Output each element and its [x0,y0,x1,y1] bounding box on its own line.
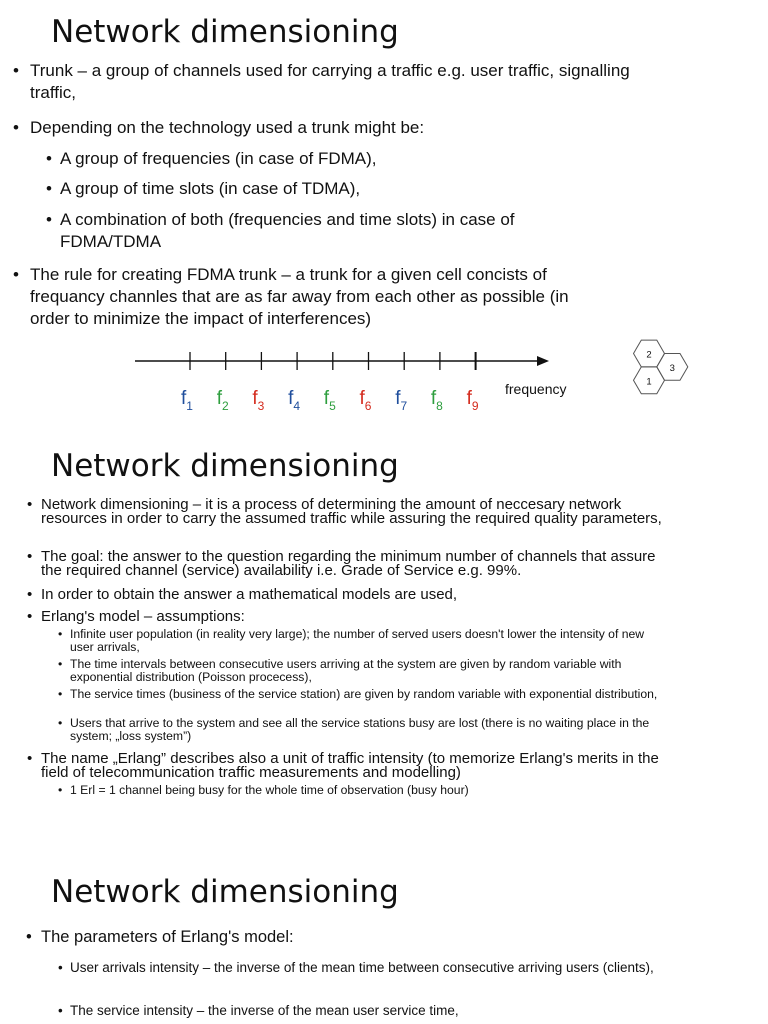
slide-1 [0,0,768,440]
cell-number: 1 [646,376,652,388]
frequency-axis-label: frequency [505,381,567,397]
bullet-models: • In order to obtain the answer a mathematical models are used, [41,588,741,602]
frequency-label: $f_4$ [288,388,301,413]
bullet-fdma-rule: • The rule for creating FDMA trunk – a trunk for a given cell concists of frequancy channles that are as far away from each other as possible (in order to minimize the impact of interferences) [30,264,595,330]
sub-bullet-combination: • A combination of both (frequencies and time slots) in case of FDMA/TDMA [60,209,560,253]
erlang-unit-definition: • 1 Erl = 1 channel being busy for the whole time of observation (busy hour) [70,784,730,797]
assumption-service-times: • The service times (business of the service station) are given by random variable with exponential distribution, [70,688,680,701]
bullet-goal: • The goal: the answer to the question regarding the minimum number of channels that assure the required channel (service) availability i.e. Grade of Service e.g. 99%. [41,550,671,578]
bullet-trunk: • Trunk – a group of channels used for carrying a traffic e.g. user traffic, signalling traffic, [30,60,670,104]
param-service-intensity: • The service intensity – the inverse of the mean user service time, [70,1002,710,1019]
cell-number: 3 [669,362,675,374]
assumption-loss-system: • Users that arrive to the system and see all the service stations busy are lost (there is no waiting place in the system; „loss system”) [70,717,660,743]
frequency-label: $f_6$ [359,388,372,413]
frequency-label: $f_7$ [395,388,408,413]
bullet-definition: • Network dimensioning – it is a process of determining the amount of neccesary network resources in order to carry the assumed traffic while assuring the required quality parameters, [41,498,691,526]
bullet-parameters: • The parameters of Erlang's model: [41,927,721,947]
frequency-label: $f_1$ [181,388,193,413]
frequency-label: $f_8$ [430,388,443,413]
slide-title: Network dimensioning [51,14,399,50]
hexagon-cells [634,340,688,394]
frequency-label: $f_3$ [252,388,265,413]
bullet-erlang-assumptions: • Erlang's model – assumptions: [41,610,741,624]
assumption-arrivals: • The time intervals between consecutive users arriving at the system are given by random variable with exponential distribution (Poisson procecess), [70,658,680,684]
frequency-labels [181,388,479,413]
slide-title: Network dimensioning [51,448,399,484]
sub-bullet-fdma: • A group of frequencies (in case of FDMA), [60,148,660,170]
axis-arrow-icon [537,356,549,366]
slide-title: Network dimensioning [51,874,399,910]
frequency-axis-diagram [0,330,768,430]
frequency-label: $f_9$ [466,388,479,413]
bullet-technology: • Depending on the technology used a trunk might be: [30,117,670,139]
sub-bullet-tdma: • A group of time slots (in case of TDMA), [60,178,480,200]
frequency-label: $f_2$ [216,388,229,413]
param-arrival-intensity: • User arrivals intensity – the inverse of the mean time between consecutive arriving users (clients), [70,959,660,976]
cell-number: 2 [646,349,652,361]
slide-2 [0,440,768,840]
slide-3 [0,860,768,1024]
frequency-axis [135,352,549,370]
frequency-label: $f_5$ [323,388,336,413]
bullet-erlang-unit: • The name „Erlang” describes also a unit of traffic intensity (to memorize Erlang's merits in the field of telecommunication traffic measurements and modelling) [41,752,681,780]
assumption-population: • Infinite user population (in reality very large); the number of served users doesn't lower the intensity of new user arrivals, [70,628,650,654]
